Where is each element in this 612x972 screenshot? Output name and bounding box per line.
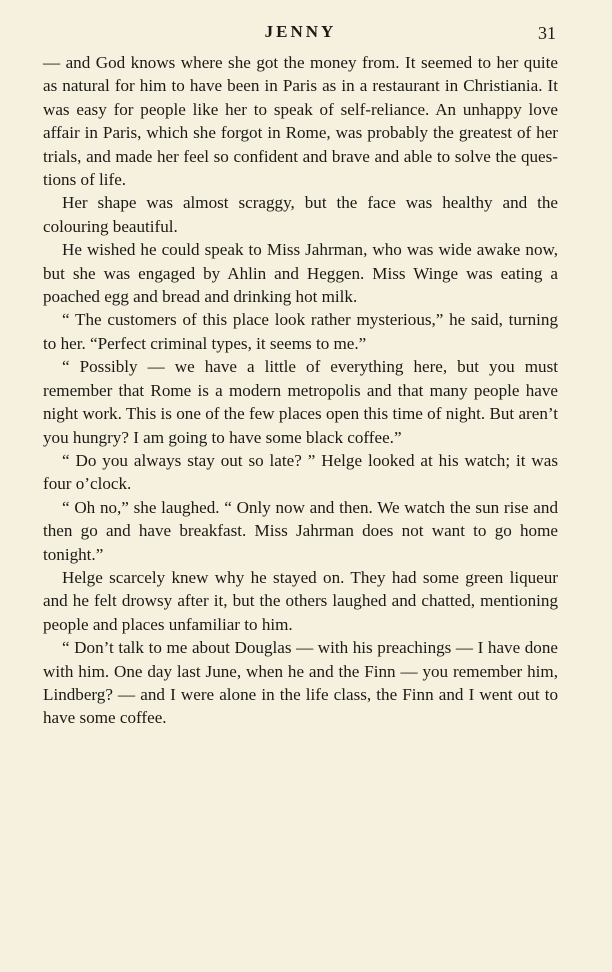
paragraph-3: He wished he could speak to Miss Jahrman, who was wide awake now, but she was engaged by Ahlin and Heggen. Miss Winge was eating a poached egg and bread and drinking hot milk. — [43, 240, 558, 307]
running-title: JENNY — [264, 22, 337, 41]
paragraph-2: Her shape was almost scraggy, but the face was healthy and the colouring beautiful. — [43, 193, 558, 236]
body-text — [43, 51, 558, 730]
running-head — [43, 18, 558, 48]
paragraph-5: “ Possibly — we have a little of everything here, but you must remember that Rome is a modern metropolis and that many people have night work. This is one of the few places open this time of night. But aren’t you hungry? I am going to have some black coffee.” — [43, 357, 558, 447]
page-number: 31 — [538, 23, 556, 43]
paragraph-7: “ Oh no,” she laughed. “ Only now and then. We watch the sun rise and then go and have breakfast. Miss Jahrman does not want to go home tonight.” — [43, 497, 558, 564]
paragraph-1: — and God knows where she got the money from. It seemed to her quite as natural for him to have been in Paris as in a restaurant in Christiania. It was easy for people like her to speak of self-reliance. An unhappy love affair in Paris, which she forgot in Rome, was probably the greatest of her trials, and made her feel so confident and brave and able to solve the questions of life. — [43, 53, 558, 190]
paragraph-4: “ The customers of this place look rather mysterious,” he said, turning to her. “Perfect criminal types, it seems to me.” — [43, 310, 558, 353]
paragraph-6: “ Do you always stay out so late? ” Helge looked at his watch; it was four o’clock. — [43, 450, 558, 494]
paragraph-9: “ Don’t talk to me about Douglas — with his preachings — I have done with him. One day last June, when he and the Finn — you remember him, Lindberg? — and I were alone in the life class, the Finn and I went out to have some coffee. — [43, 638, 558, 728]
paragraph-8: Helge scarcely knew why he stayed on. They had some green liqueur and he felt drowsy after it, but the others laughed and chatted, mentioning people and places unfamiliar to him. — [43, 567, 558, 634]
